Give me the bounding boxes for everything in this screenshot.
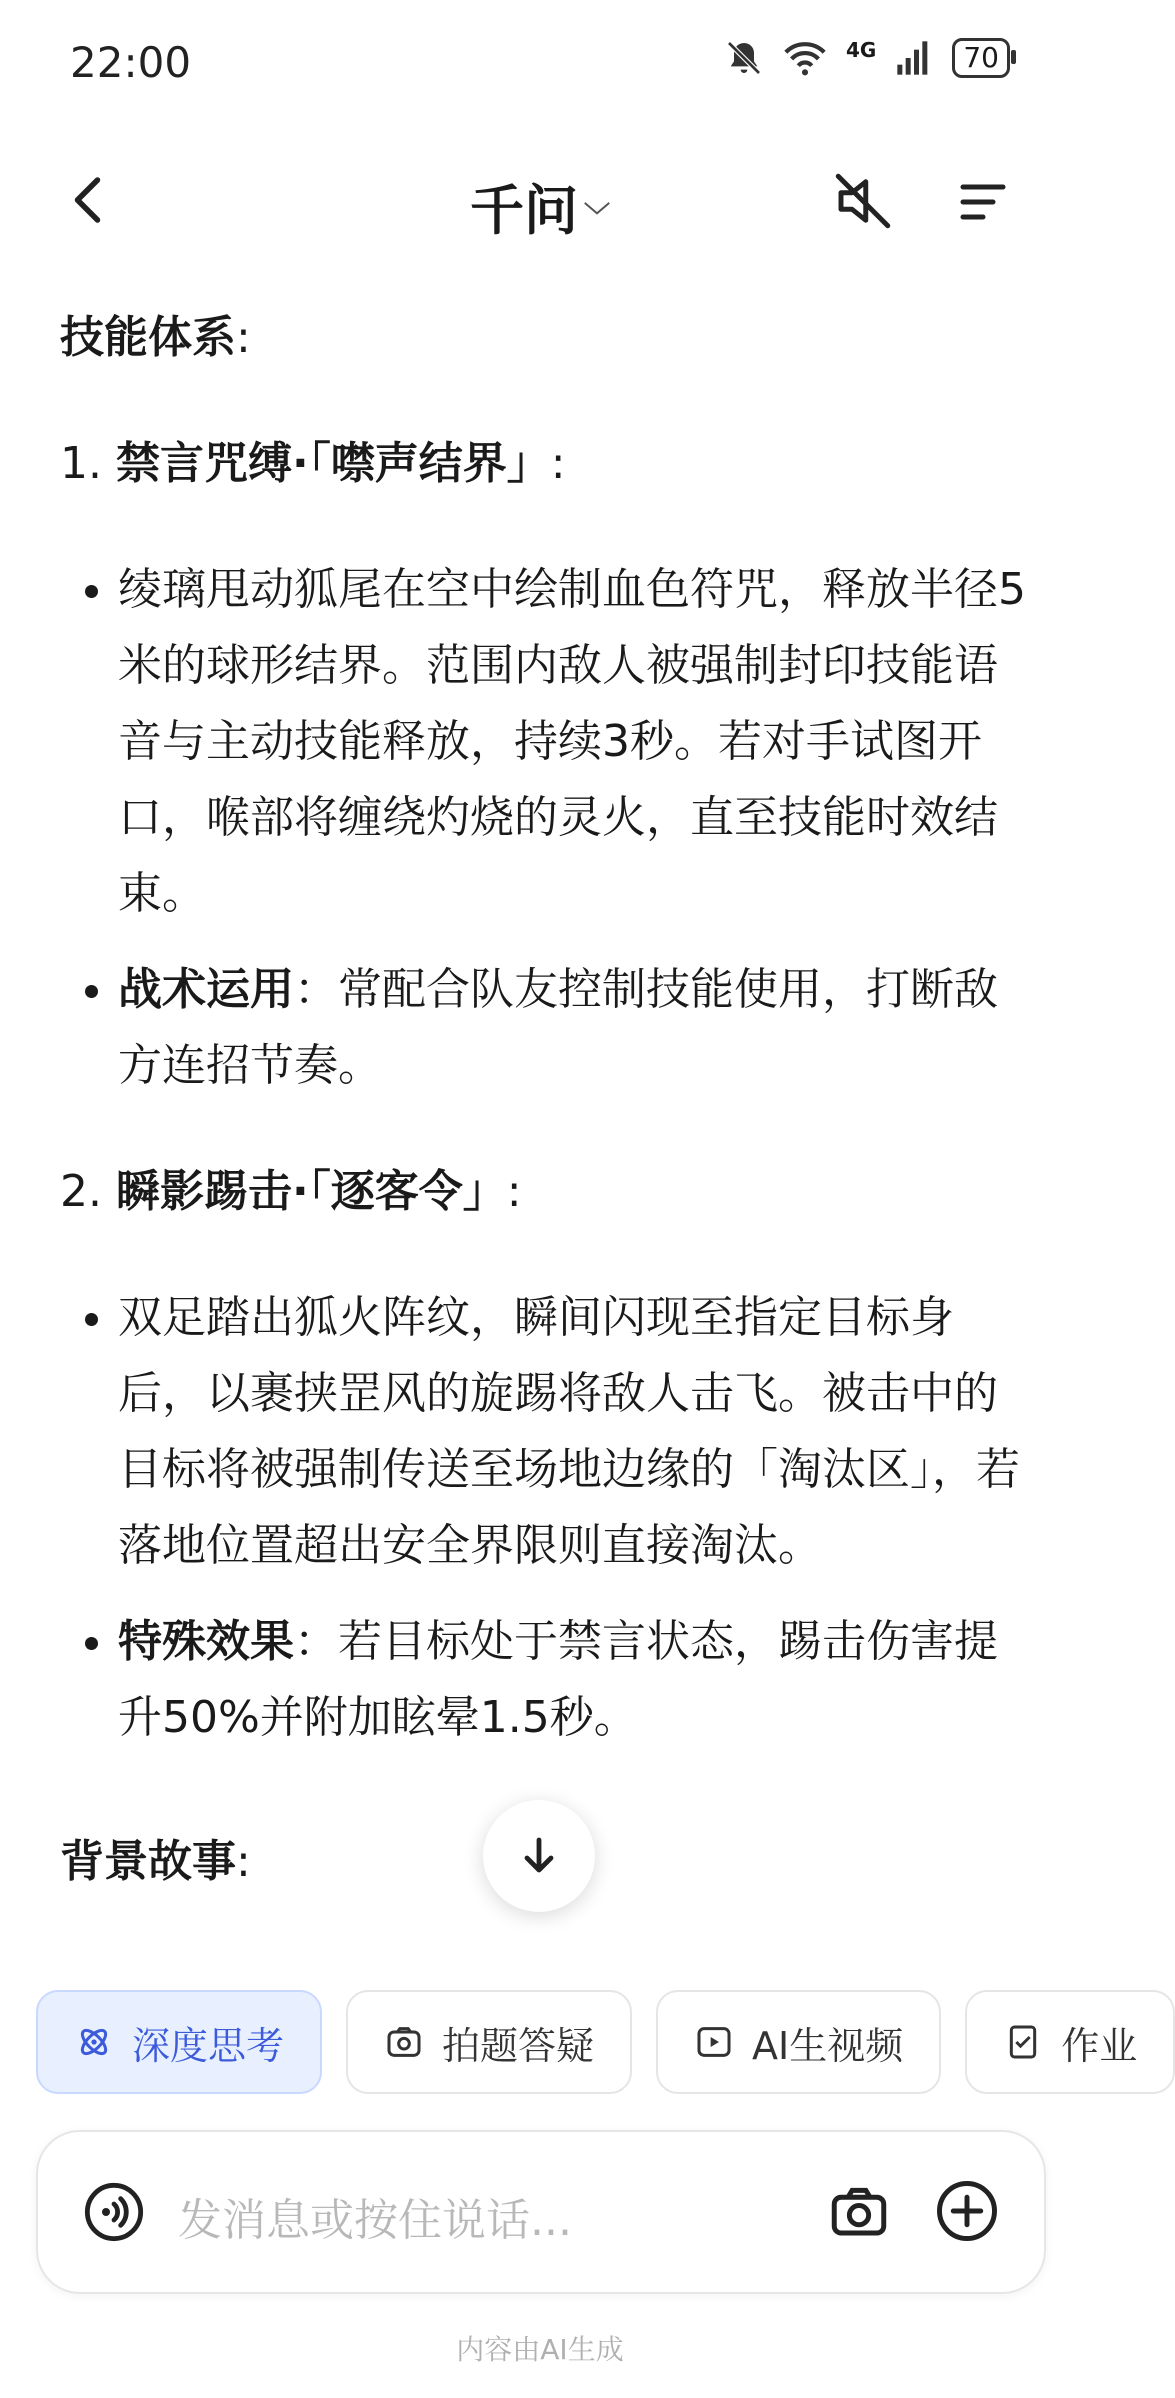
chip-photo-question[interactable]: 拍题答疑 (346, 1990, 632, 2094)
status-time: 22:00 (70, 38, 192, 87)
chat-title[interactable] (0, 168, 1080, 245)
wifi-icon (782, 38, 828, 78)
list-item: • 特殊效果：若目标处于禁言状态，踢击伤害提升50%并附加眩晕1.5秒。 (118, 1604, 1030, 1756)
speaker-mute-icon[interactable] (830, 168, 896, 234)
section-heading: 背景故事: (60, 1836, 251, 1887)
signal-icon (894, 38, 934, 78)
battery-level: 70 (952, 38, 1010, 78)
status-icons (724, 38, 1010, 78)
top-nav (0, 150, 1080, 250)
quick-action-chips (36, 1990, 1175, 2094)
chevron-down-icon: ﹀ (583, 201, 610, 232)
photo-question-icon (384, 2022, 424, 2062)
deep-think-icon (74, 2022, 114, 2062)
list-item: • 双足踏出狐火阵纹，瞬间闪现至指定目标身后，以裹挟罡风的旋踢将敌人击飞。被击中的目标将被强制传送至场地边缘的「淘汰区」，若落地位置超出安全界限则直接淘汰。 (118, 1280, 1030, 1584)
message-input[interactable]: 发消息或按住说话... (178, 2195, 572, 2246)
skill-heading-2: 2. 瞬影踢击·「逐客令」: (60, 1166, 522, 1217)
status-bar (0, 0, 1080, 130)
voice-icon[interactable] (82, 2180, 146, 2244)
scroll-to-bottom-button[interactable] (483, 1800, 595, 1912)
skill-1-list (60, 552, 1030, 1104)
arrow-down-icon (515, 1832, 563, 1880)
camera-icon[interactable] (826, 2178, 892, 2244)
bell-off-icon (724, 38, 764, 78)
ai-video-icon (694, 2022, 734, 2062)
chip-ai-video[interactable]: AI生视频 (656, 1990, 941, 2094)
page-title: 千问 (469, 179, 578, 242)
chat-message (60, 300, 1030, 1900)
message-input-bar[interactable] (36, 2130, 1046, 2294)
chip-homework[interactable]: 作业 (965, 1990, 1175, 2094)
chip-deep-think[interactable]: 深度思考 (36, 1990, 322, 2094)
skill-2-list (60, 1280, 1030, 1756)
skill-heading-1: 1. 禁言咒缚·「噤声结界」: (60, 438, 566, 489)
homework-icon (1003, 2022, 1043, 2062)
ai-disclaimer: 内容由AI生成 (456, 2333, 624, 2366)
network-type: 4G (846, 38, 877, 62)
list-item: • 战术运用：常配合队友控制技能使用，打断敌方连招节奏。 (118, 952, 1030, 1104)
plus-icon[interactable] (934, 2178, 1000, 2244)
menu-icon[interactable] (950, 172, 1016, 232)
list-item: • 绫璃甩动狐尾在空中绘制血色符咒，释放半径5米的球形结界。范围内敌人被强制封印技能语音与主动技能释放，持续3秒。若对手试图开口，喉部将缠绕灼烧的灵火，直至技能时效结束。 (118, 552, 1030, 932)
section-heading: 技能体系: (60, 312, 251, 363)
